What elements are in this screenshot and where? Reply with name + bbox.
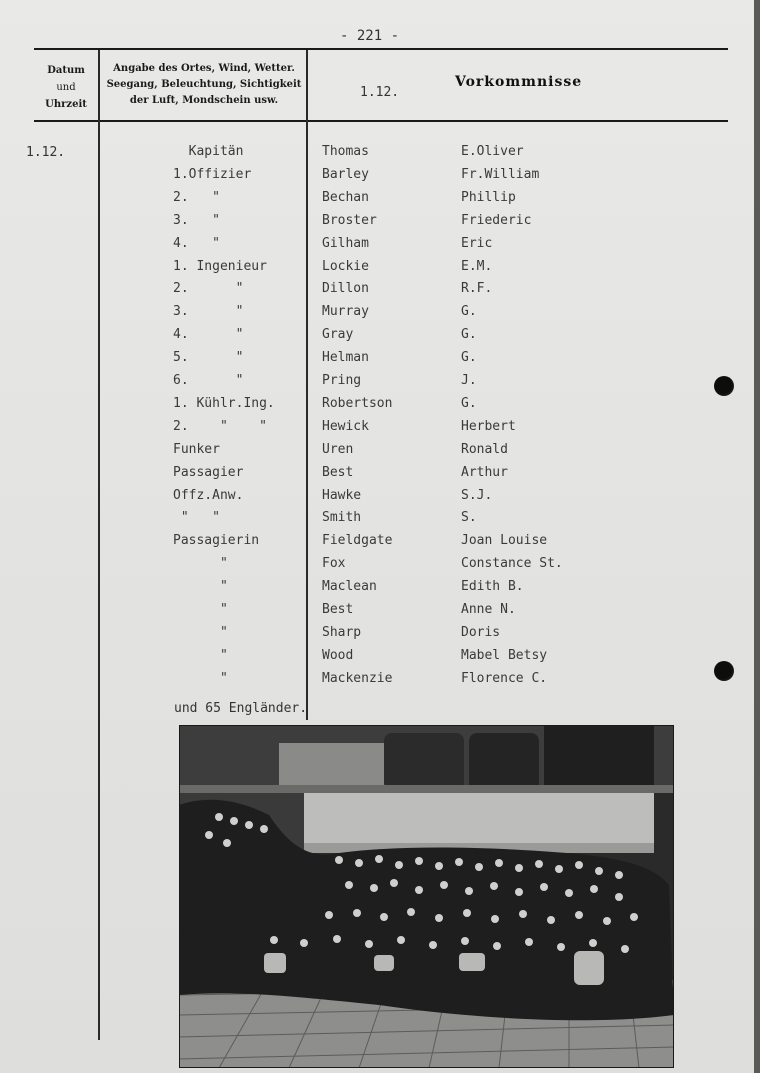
- crew-given-name: Mabel Betsy: [461, 647, 548, 663]
- crew-surname: Smith: [322, 510, 362, 526]
- crew-given-name: E.Oliver: [461, 144, 524, 159]
- crew-given-name: Eric: [461, 235, 493, 251]
- crew-given-name: S.J.: [461, 487, 493, 503]
- crew-role: 2. ": [173, 281, 244, 297]
- crew-surname: Dillon: [322, 281, 369, 297]
- crew-given-name: Herbert: [461, 418, 516, 434]
- page-edge-shadow: [754, 0, 760, 1073]
- crew-role: 3. ": [173, 212, 220, 228]
- header-location-line-3: der Luft, Mondschein usw.: [129, 95, 279, 106]
- crew-given-name: J.: [461, 373, 477, 388]
- crew-surname: Thomas: [322, 144, 369, 159]
- crew-surname: Robertson: [322, 395, 393, 411]
- page-number: - 221 -: [340, 28, 400, 44]
- crew-role: " ": [173, 510, 220, 526]
- crew-surname: Bechan: [322, 189, 369, 205]
- crew-role: ": [173, 624, 228, 640]
- header-location-line-1: Angabe des Ortes, Wind, Wetter.: [113, 63, 295, 74]
- header-location-line-2: Seegang, Beleuchtung, Sichtigkeit: [106, 79, 302, 90]
- crew-role: 6. ": [173, 373, 244, 388]
- crew-given-name: S.: [461, 510, 477, 526]
- crew-surname: Broster: [322, 212, 377, 228]
- photograph-image: [179, 725, 674, 1068]
- crew-surname: Murray: [322, 304, 369, 320]
- crew-surname: Barley: [322, 166, 369, 182]
- crew-given-name: G.: [461, 350, 477, 366]
- punch-hole-lower: [714, 661, 734, 681]
- crew-given-name: Anne N.: [461, 602, 516, 617]
- crew-given-name: E.M.: [461, 258, 493, 274]
- crew-role: 2. " ": [173, 418, 267, 434]
- crew-surname: Helman: [322, 350, 369, 366]
- crew-role: Passagierin: [173, 533, 260, 549]
- crew-surname: Hewick: [322, 418, 369, 434]
- crew-role: ": [173, 602, 228, 617]
- crew-role: Kapitän: [173, 144, 244, 159]
- header-date-time: [34, 62, 98, 113]
- header-events: Vorkommnisse: [455, 74, 583, 90]
- crew-surname: Fox: [322, 556, 346, 572]
- location-column-divider: [306, 50, 308, 720]
- crew-role: Passagier: [173, 464, 244, 480]
- crew-surname: Mackenzie: [322, 670, 393, 686]
- crew-given-name: G.: [461, 304, 477, 320]
- crew-role: ": [173, 670, 228, 686]
- crew-surname: Hawke: [322, 487, 362, 503]
- crew-surname: Best: [322, 464, 354, 480]
- crew-surname: Wood: [322, 647, 354, 663]
- crew-given-name: Ronald: [461, 441, 508, 457]
- crew-surname: Best: [322, 602, 354, 617]
- crew-surname: Fieldgate: [322, 533, 393, 549]
- date-column-divider: [98, 50, 100, 1040]
- crew-role: Offz.Anw.: [173, 487, 244, 503]
- crew-surname: Gray: [322, 327, 354, 343]
- crew-given-name: Doris: [461, 624, 501, 640]
- faint-bleedthrough-header: [672, 62, 742, 110]
- crew-given-name: Fr.William: [461, 166, 540, 182]
- punch-hole-upper: [714, 376, 734, 396]
- footer-note: und 65 Engländer.: [174, 701, 308, 716]
- crew-surname: Pring: [322, 373, 362, 388]
- crew-group-photograph: [179, 725, 674, 1068]
- header-date-line-1: Datum: [47, 65, 85, 76]
- crew-given-name: Arthur: [461, 464, 508, 480]
- crew-surname: Sharp: [322, 624, 362, 640]
- header-date-line-2: und: [56, 82, 76, 93]
- crew-given-name: R.F.: [461, 281, 493, 297]
- crew-given-name: G.: [461, 327, 477, 343]
- crew-given-name: Florence C.: [461, 670, 548, 686]
- crew-given-name: Constance St.: [461, 556, 563, 572]
- crew-role: 1.Offizier: [173, 166, 252, 182]
- crew-role: ": [173, 647, 228, 663]
- crew-role: Funker: [173, 441, 220, 457]
- crew-role: 1. Ingenieur: [173, 258, 267, 274]
- crew-surname: Gilham: [322, 235, 369, 251]
- header-location-weather: [104, 61, 304, 109]
- crew-surname: Maclean: [322, 579, 377, 595]
- crew-role: 4. ": [173, 327, 244, 343]
- crew-given-name: Joan Louise: [461, 533, 548, 549]
- crew-given-name: G.: [461, 395, 477, 411]
- crew-surname: Lockie: [322, 258, 369, 274]
- crew-role: 4. ": [173, 235, 220, 251]
- crew-given-name: Phillip: [461, 189, 516, 205]
- crew-role: 1. Kühlr.Ing.: [173, 395, 275, 411]
- header-bottom-rule: [34, 120, 728, 122]
- crew-role: 5. ": [173, 350, 244, 366]
- entry-date: 1.12.: [26, 145, 66, 160]
- crew-role: 2. ": [173, 189, 220, 205]
- crew-role: ": [173, 556, 228, 572]
- crew-given-name: Edith B.: [461, 579, 524, 595]
- crew-surname: Uren: [322, 441, 354, 457]
- crew-role: ": [173, 579, 228, 595]
- header-date-line-3: Uhrzeit: [45, 99, 87, 110]
- header-date-value: 1.12.: [360, 85, 400, 100]
- crew-given-name: Friederic: [461, 212, 532, 228]
- crew-role: 3. ": [173, 304, 244, 320]
- header-top-rule: [34, 48, 728, 50]
